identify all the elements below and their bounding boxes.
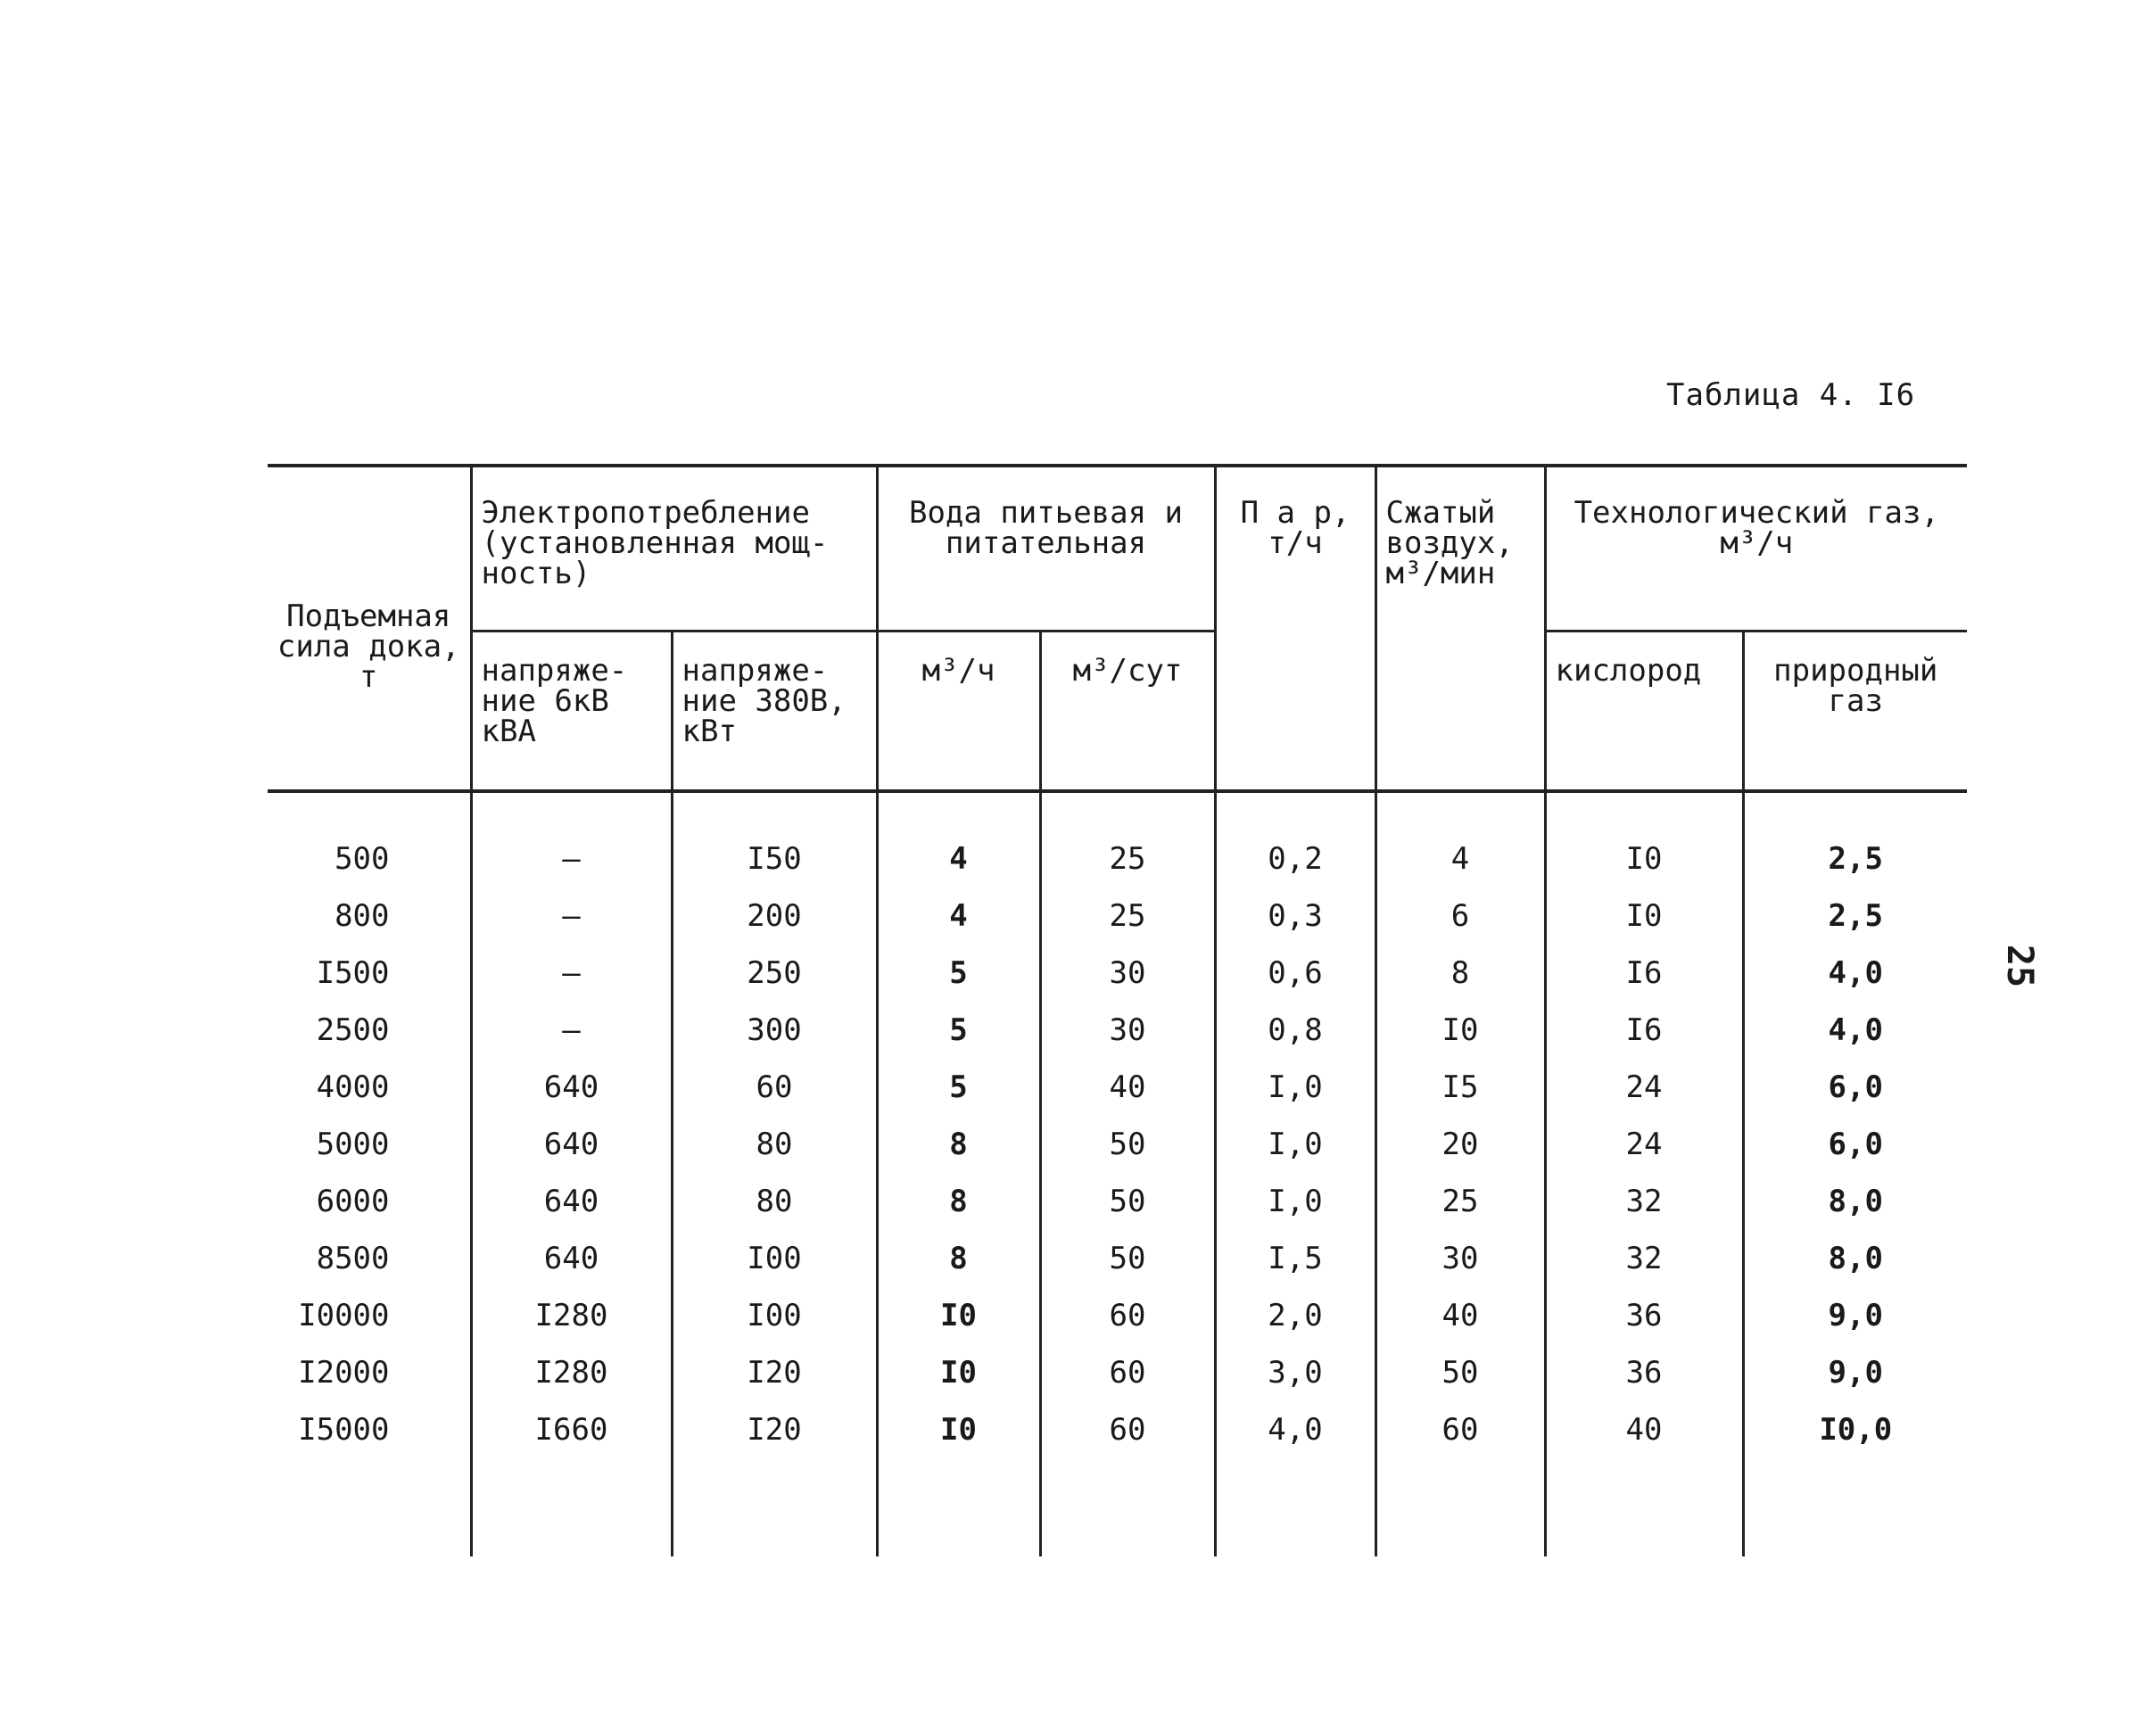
table-cell: 6,0	[1743, 1059, 1967, 1116]
table-cell: 40	[1040, 1059, 1215, 1116]
header-voltage-380v: напряже- ние 380В, кВт	[672, 631, 877, 792]
table-row	[268, 887, 1967, 945]
table-cell: 5	[877, 1059, 1040, 1116]
table-cell: 4	[877, 791, 1040, 887]
table-cell: 8	[877, 1116, 1040, 1173]
table-cell: 60	[1375, 1401, 1545, 1458]
table-cell-empty	[1215, 1458, 1375, 1556]
table-cell: I,0	[1215, 1173, 1375, 1230]
table-caption: Таблица 4. I6	[1666, 377, 1916, 413]
table-row	[268, 791, 1967, 887]
table-cell: I6	[1545, 945, 1743, 1002]
table-cell: –	[471, 945, 672, 1002]
data-table	[268, 464, 1967, 1556]
table-cell: 60	[672, 1059, 877, 1116]
table-cell: I,5	[1215, 1230, 1375, 1287]
table-cell: 25	[1040, 791, 1215, 887]
table-cell: 25	[1040, 887, 1215, 945]
table-cell: 60	[1040, 1344, 1215, 1401]
table-cell-empty	[877, 1458, 1040, 1556]
table-row	[268, 945, 1967, 1002]
header-water: Вода питьевая и питательная	[877, 466, 1215, 631]
table-cell: 640	[471, 1173, 672, 1230]
table-cell-empty	[1545, 1458, 1743, 1556]
table-cell: 4	[877, 887, 1040, 945]
table-cell: I0	[1545, 887, 1743, 945]
table-cell: 4,0	[1743, 1002, 1967, 1059]
table-cell: I660	[471, 1401, 672, 1458]
table-cell: 6000	[316, 1184, 390, 1219]
table-cell: 4,0	[1215, 1401, 1375, 1458]
table-cell: 32	[1545, 1230, 1743, 1287]
table-cell: 800	[335, 898, 390, 934]
table-cell: I280	[471, 1287, 672, 1344]
table-cell: 60	[1040, 1287, 1215, 1344]
table-cell-empty	[672, 1458, 877, 1556]
table-row	[268, 1116, 1967, 1173]
table-cell: 6,0	[1743, 1116, 1967, 1173]
table-cell: 8500	[316, 1241, 390, 1276]
table-cell: I280	[471, 1344, 672, 1401]
table-cell: I00	[672, 1287, 877, 1344]
table-cell: –	[471, 791, 672, 887]
header-electricity: Электропотребление (установленная мощ- ность)	[471, 466, 877, 631]
header-tech-gas: Технологический газ, м³/ч	[1545, 466, 1967, 631]
table-cell: 9,0	[1743, 1287, 1967, 1344]
table-cell: 8,0	[1743, 1230, 1967, 1287]
table-cell: I0	[1545, 791, 1743, 887]
table-cell: I0000	[298, 1298, 390, 1333]
table-cell: I5000	[298, 1412, 390, 1448]
table-cell: 60	[1040, 1401, 1215, 1458]
table-cell: I20	[672, 1344, 877, 1401]
table-cell: 30	[1375, 1230, 1545, 1287]
table-cell: I0	[1375, 1002, 1545, 1059]
table-cell: 32	[1545, 1173, 1743, 1230]
table-cell: I500	[316, 955, 390, 991]
header-water-per-day: м³/сут	[1040, 631, 1215, 792]
table-cell: I50	[672, 791, 877, 887]
table-cell: 8	[877, 1173, 1040, 1230]
table-cell: I0	[877, 1287, 1040, 1344]
table-cell: 2,5	[1743, 791, 1967, 887]
table-cell: I6	[1545, 1002, 1743, 1059]
table-cell: 500	[335, 841, 390, 877]
table-cell: 24	[1545, 1059, 1743, 1116]
table-cell: 2,0	[1215, 1287, 1375, 1344]
table-cell: 0,2	[1215, 791, 1375, 887]
table-row	[268, 1059, 1967, 1116]
table-cell: –	[471, 887, 672, 945]
header-oxygen: кислород	[1545, 631, 1743, 792]
table-cell: I,0	[1215, 1116, 1375, 1173]
table-cell-empty	[1375, 1458, 1545, 1556]
table-cell: 6	[1375, 887, 1545, 945]
header-water-per-hour: м³/ч	[877, 631, 1040, 792]
table-cell: 8	[877, 1230, 1040, 1287]
table-cell-empty	[471, 1458, 672, 1556]
table-cell: 3,0	[1215, 1344, 1375, 1401]
header-voltage-6kv: напряже- ние 6кВ кВА	[471, 631, 672, 792]
table-cell-empty	[1743, 1458, 1967, 1556]
table-cell: I5	[1375, 1059, 1545, 1116]
table-cell: 80	[672, 1116, 877, 1173]
table-cell-empty	[1040, 1458, 1215, 1556]
table-cell: 50	[1040, 1116, 1215, 1173]
table-cell: 0,8	[1215, 1002, 1375, 1059]
page-number: 25	[1999, 944, 2041, 988]
table-cell: 2500	[316, 1012, 390, 1048]
table-cell: 40	[1375, 1287, 1545, 1344]
table-cell: 25	[1375, 1173, 1545, 1230]
table-row	[268, 1230, 1967, 1287]
table-cell: 50	[1040, 1230, 1215, 1287]
table-cell: I0,0	[1743, 1401, 1967, 1458]
table-cell: I2000	[298, 1355, 390, 1391]
table-cell: I,0	[1215, 1059, 1375, 1116]
table-row	[268, 1173, 1967, 1230]
header-compressed-air: Сжатый воздух, м³/мин	[1375, 466, 1545, 791]
table-cell: I0	[877, 1344, 1040, 1401]
header-natural-gas: природный газ	[1743, 631, 1967, 792]
table-cell: 20	[1375, 1116, 1545, 1173]
table-row-empty	[268, 1458, 1967, 1556]
table-cell: 5	[877, 1002, 1040, 1059]
table-cell: I00	[672, 1230, 877, 1287]
table-cell: 24	[1545, 1116, 1743, 1173]
table-cell: 80	[672, 1173, 877, 1230]
table-cell: I20	[672, 1401, 877, 1458]
table-cell: 40	[1545, 1401, 1743, 1458]
table-cell: 0,3	[1215, 887, 1375, 945]
table-row	[268, 1287, 1967, 1344]
table-row	[268, 1344, 1967, 1401]
table-cell: 640	[471, 1116, 672, 1173]
table-cell: 36	[1545, 1344, 1743, 1401]
header-lift-capacity: Подъемная сила дока, т	[277, 598, 460, 695]
table-cell: 4,0	[1743, 945, 1967, 1002]
table-row	[268, 1002, 1967, 1059]
table-cell: 300	[672, 1002, 877, 1059]
table-cell: 8,0	[1743, 1173, 1967, 1230]
table-cell: 640	[471, 1230, 672, 1287]
table-cell: 50	[1040, 1173, 1215, 1230]
table-cell: 8	[1375, 945, 1545, 1002]
table-cell: –	[471, 1002, 672, 1059]
header-steam: П а р, т/ч	[1215, 466, 1375, 791]
table-cell: I0	[877, 1401, 1040, 1458]
table-cell: 250	[672, 945, 877, 1002]
table-cell: 30	[1040, 1002, 1215, 1059]
table-cell: 30	[1040, 945, 1215, 1002]
table-cell: 4	[1375, 791, 1545, 887]
table-cell: 4000	[316, 1069, 390, 1105]
table-cell: 640	[471, 1059, 672, 1116]
table-cell: 5	[877, 945, 1040, 1002]
table-cell-empty	[268, 1458, 471, 1556]
table-cell: 0,6	[1215, 945, 1375, 1002]
table-cell: 200	[672, 887, 877, 945]
table-cell: 2,5	[1743, 887, 1967, 945]
table-cell: 5000	[316, 1127, 390, 1162]
table-cell: 50	[1375, 1344, 1545, 1401]
table-body	[268, 791, 1967, 1556]
table-cell: 36	[1545, 1287, 1743, 1344]
table-row	[268, 1401, 1967, 1458]
table-cell: 9,0	[1743, 1344, 1967, 1401]
